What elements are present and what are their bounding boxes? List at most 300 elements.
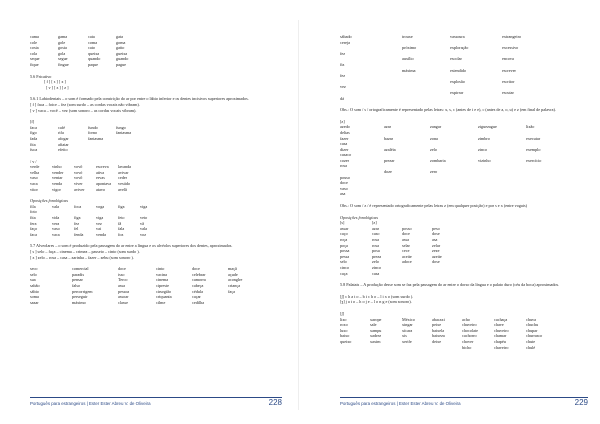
table-row (340, 169, 588, 180)
table-cell: veto (140, 215, 148, 221)
page-footer (30, 397, 282, 410)
table-cell: afiatar (58, 141, 69, 147)
table-cell: próximo (402, 45, 417, 51)
table-cell: celebrar (192, 271, 206, 277)
table-cell: forno (88, 130, 98, 136)
table-cell: seque (30, 56, 40, 62)
table-cell: paque (88, 61, 98, 67)
table-cell: chuva (526, 316, 536, 322)
table-cell: fez (340, 73, 346, 79)
table-cell: asa (340, 191, 346, 197)
table-cell: zombaria (430, 157, 446, 163)
left-top-word-table (30, 34, 282, 68)
oppositions-label: Oposições fonológicas (340, 214, 379, 220)
table-cell: chupar (526, 327, 538, 333)
table-cell: chute (526, 338, 536, 344)
table-cell (116, 147, 144, 153)
table-cell: verde (30, 164, 40, 170)
table-row (340, 271, 588, 277)
table-cell: chaveiro (494, 344, 509, 350)
table-cell: gola (58, 50, 66, 56)
table-row (340, 124, 588, 135)
table-cell: zinco (478, 146, 488, 152)
table-cell: faça (228, 288, 235, 294)
table-cell: posso (402, 225, 412, 231)
phoneme-line: [ f ] [ s ] [ x ] (44, 79, 66, 85)
table-cell: assoar (118, 294, 129, 300)
table-cell: sabão (30, 282, 40, 288)
table-cell: casa (372, 270, 380, 276)
table-cell: doce (118, 266, 126, 272)
table-cell: vovô (74, 175, 83, 181)
table-cell: caço (340, 231, 348, 237)
column-label: [s] (340, 220, 345, 226)
table-cell: maçã (228, 266, 237, 272)
table-cell: gatto (116, 45, 125, 51)
table-cell: cinto (156, 266, 165, 272)
table-cell: zangar (430, 124, 442, 130)
table-cell: assar (340, 225, 349, 231)
table-cell: preza (372, 253, 382, 259)
table-cell: fita (30, 141, 36, 147)
table-row (340, 68, 588, 79)
table-row (30, 187, 282, 193)
v-word-block (30, 159, 282, 193)
table-cell: viver (74, 181, 83, 187)
table-cell: caso (372, 231, 380, 237)
table-cell: zeze (432, 248, 440, 254)
table-cell: cata (88, 34, 95, 39)
table-cell: gole (58, 39, 66, 45)
table-row (30, 62, 282, 68)
table-cell: ziguezague (478, 124, 497, 130)
table-cell: faca (30, 124, 37, 130)
table-row (340, 90, 588, 101)
table-cell: figa (74, 215, 81, 221)
table-cell: adoce (402, 259, 412, 265)
table-cell: cipreste (156, 282, 170, 288)
table-row (340, 34, 588, 45)
table-cell: dizer (340, 146, 349, 152)
table-cell: escolar (450, 56, 462, 62)
table-row (30, 232, 282, 238)
table-cell: máxima (402, 67, 416, 73)
table-cell: assa (402, 237, 409, 242)
table-cell: azaléia (384, 146, 396, 152)
table-cell: asa (432, 237, 438, 242)
table-cell: faço (30, 226, 38, 232)
table-cell: fantasma (88, 135, 104, 141)
table-cell: perseguir (72, 294, 88, 300)
table-cell: escreva (96, 164, 109, 170)
table-row (340, 45, 588, 56)
table-cell: máximo (72, 299, 86, 305)
footer-text: Português para estrangeiros | Ester Ester Abreu V. de Oliveira (30, 401, 151, 406)
table-cell: isso (118, 271, 125, 277)
table-row (340, 147, 588, 158)
table-cell: fazer (340, 135, 349, 141)
table-cell: fungo (116, 124, 126, 130)
table-cell: chave (494, 322, 504, 328)
table-cell: selo (30, 271, 37, 277)
table-cell: fenda (74, 231, 84, 237)
table-cell: sale (370, 322, 377, 328)
table-cell: vã (140, 220, 144, 226)
table-cell: peso (432, 225, 440, 231)
table-cell: xarope (370, 316, 382, 322)
table-cell: ceder (118, 175, 128, 181)
table-cell: cachorro (462, 333, 477, 339)
table-cell (402, 271, 432, 277)
table-cell: exploração (450, 45, 469, 51)
table-cell: cole (30, 39, 37, 45)
table-cell: poça (340, 242, 348, 248)
paragraph: 5.8 Palatais – A produção desse som se faz pela passagem do ar entre o dorso da língua e o palato duro (céu da boca) aproximados. (340, 282, 560, 288)
table-cell: xerife (402, 338, 412, 344)
table-cell: chamar (494, 333, 507, 339)
table-cell: vassoura (450, 34, 465, 39)
table-cell: guando (116, 56, 129, 62)
table-cell: goma (116, 39, 126, 45)
table-cell: xampu (370, 327, 382, 333)
table-cell: peixe (432, 322, 442, 328)
table-cell: gata (116, 34, 123, 39)
table-cell: afogar (58, 135, 69, 141)
section-5-7 (30, 243, 282, 260)
table-cell: deltas (340, 129, 350, 135)
table-cell: caçar (192, 294, 201, 300)
table-cell (88, 147, 116, 153)
table-cell: queixa (88, 50, 100, 56)
table-cell: aviver (74, 186, 85, 192)
oppositions-table (340, 226, 588, 276)
example-line: [ʃ] c h a t o – b i c h o – l i x o (som surdo ). (340, 293, 414, 299)
example-line: [ʒ] j a t o – h o j e – l o n g e (som sonoro). (340, 299, 412, 305)
table-row (340, 56, 588, 67)
table-cell: baixo (340, 333, 350, 339)
table-cell: chuchu (526, 322, 539, 328)
table-cell (526, 169, 556, 175)
paragraph: Obs.: O som / z / é representado ortograficamente pelas letras z (em qualquer posição) e por s e x (entre vogais) (340, 203, 527, 209)
table-cell: extrangeiro (502, 34, 522, 39)
table-cell: baixeza (432, 333, 445, 339)
phoneme-label: / v / (30, 158, 37, 164)
z-word-block (340, 119, 588, 197)
table-cell: soma (30, 294, 39, 300)
table-cell: selar (402, 242, 410, 248)
table-cell: vender (52, 169, 64, 175)
table-cell: escritor (502, 78, 515, 84)
column-label: [z] (372, 220, 377, 226)
table-cell: cereja (340, 39, 350, 45)
v-word-table (30, 164, 282, 192)
table-row (30, 147, 282, 153)
obs-s (340, 107, 588, 113)
table-cell: zelar (432, 242, 441, 248)
table-cell: vovó (74, 169, 83, 175)
section-5-6 (30, 74, 282, 91)
table-cell: fera (30, 220, 37, 226)
table-cell: fingue (58, 61, 69, 67)
phoneme-line: [ v ] [ z ] [ z ] (46, 84, 69, 90)
table-cell: paradis (72, 271, 85, 277)
table-cell: rosa (372, 237, 379, 242)
table-cell: fada (30, 135, 38, 141)
table-cell (432, 345, 462, 351)
table-cell: ventar (52, 175, 63, 181)
sh-word-table (340, 317, 588, 351)
table-cell: zelo (430, 146, 437, 152)
table-cell: efeito (58, 147, 68, 153)
table-cell: viga (140, 203, 148, 209)
table-cell: caça (340, 270, 348, 276)
table-cell (402, 345, 432, 351)
example-line: [ v ] vaca – você – vez (som sonoro – as cordas vocais vibram). (30, 107, 137, 113)
table-cell: vacina (156, 271, 167, 277)
table-cell: acho (462, 316, 470, 322)
table-cell: pessoa (118, 288, 130, 294)
table-cell (478, 169, 526, 175)
table-cell: criquanta (156, 294, 172, 300)
table-cell: encova (502, 56, 514, 62)
table-cell: chulé (526, 344, 536, 350)
table-cell: possa (340, 248, 350, 254)
table-cell: cirurgião (156, 288, 172, 294)
table-cell: cola (30, 50, 37, 56)
table-cell: vaso (340, 185, 348, 191)
table-cell: aconglre (228, 277, 243, 283)
table-cell: faca (30, 231, 37, 237)
table-cell: cozer (340, 157, 350, 163)
table-cell: velha (30, 169, 40, 175)
table-cell: atavo (96, 186, 106, 192)
table-cell: assa (118, 282, 125, 288)
section-5-8-examples (340, 294, 588, 305)
table-cell: açude (228, 271, 238, 277)
example-line: [ f ] faca – foice – fez (som surdo – as cordas vocais não vibram). (30, 101, 140, 107)
right-top-word-table (340, 34, 588, 101)
table-cell: xadrez (370, 333, 382, 339)
table-cell: voz (140, 231, 147, 237)
page-footer (340, 397, 588, 410)
sh-word-block (340, 311, 588, 350)
table-cell: vala (140, 226, 147, 232)
table-cell: classe (118, 299, 128, 305)
table-cell: chover (462, 338, 474, 344)
table-row (340, 158, 588, 169)
table-cell: queixo (340, 338, 352, 344)
table-cell: fundo (88, 124, 98, 130)
table-cell: lixo (340, 316, 347, 322)
table-cell: trouxe (402, 34, 413, 39)
table-cell: fiz (340, 61, 345, 67)
section-5-8 (340, 282, 588, 288)
table-cell: percorrigem (72, 288, 93, 294)
table-cell: criança (228, 282, 241, 288)
table-cell: México (402, 316, 415, 322)
table-cell: dá (340, 95, 344, 101)
table-cell: cilme (156, 299, 166, 305)
oppositions-table (30, 204, 282, 238)
table-cell: vovô (74, 164, 83, 170)
table-cell: fita (30, 215, 36, 221)
table-cell: casaco (340, 152, 352, 158)
table-cell: prezar (384, 157, 395, 163)
table-cell: fala (118, 226, 125, 232)
table-cell: sua (30, 277, 36, 283)
table-cell: avivar (118, 169, 129, 175)
table-cell: comercial (72, 266, 89, 272)
table-cell: doce (192, 266, 200, 272)
table-row (30, 300, 282, 306)
table-cell: roça (340, 237, 348, 242)
table-cell: avelã (118, 186, 127, 192)
table-cell: zinco (372, 264, 382, 270)
f-word-table (30, 125, 282, 153)
table-cell: bicho (462, 344, 472, 350)
table-row (30, 204, 282, 215)
right-page (300, 0, 600, 424)
table-cell: figo (30, 130, 37, 136)
table-cell: lavanda (118, 164, 132, 170)
table-cell: selo (340, 259, 347, 265)
table-cell: fel (74, 226, 79, 232)
table-cell: pague (116, 61, 126, 67)
table-cell: segue (58, 56, 68, 62)
table-cell: vestido (118, 181, 131, 187)
table-cell: sazar (30, 299, 39, 305)
table-cell: costa (30, 45, 39, 51)
table-row (340, 136, 588, 147)
table-cell: cama (30, 34, 39, 39)
table-cell: camorra (192, 277, 206, 283)
example-line: [ s ] selo – faça – cinema – crimea – passeio – cinto (som surdo ). (30, 249, 140, 254)
table-cell: vaso (30, 175, 38, 181)
table-cell: zona (430, 135, 438, 141)
table-cell: viga (96, 215, 104, 221)
table-cell: figa (118, 203, 125, 209)
left-bottom-word-table (30, 266, 282, 305)
table-cell: vera (52, 220, 60, 226)
table-cell: casa (340, 141, 348, 147)
table-cell (228, 300, 258, 306)
table-cell: falso (72, 282, 81, 288)
table-cell (402, 79, 450, 85)
table-cell: fila (30, 203, 36, 209)
table-cell: vida (52, 215, 60, 221)
table-cell: dose (432, 231, 440, 237)
table-cell: azar (384, 124, 391, 130)
table-cell: feto (118, 215, 125, 221)
table-cell: foto (30, 209, 37, 215)
table-cell (340, 345, 370, 351)
table-cell: escutar (502, 89, 514, 95)
table-cell (432, 271, 462, 277)
page-number: 229 (574, 398, 588, 407)
table-row (340, 191, 588, 197)
table-cell: pensar (72, 277, 83, 283)
table-cell: fantasma (116, 130, 132, 136)
table-cell: rifa (58, 130, 64, 136)
table-cell: exemplo (526, 146, 541, 152)
table-cell: cachaça (494, 316, 508, 322)
table-cell: xingar (402, 322, 413, 328)
table-cell: vez (96, 220, 102, 226)
table-cell: baixela (432, 327, 445, 333)
section-heading: 5.6 Fricativo (30, 73, 52, 79)
table-cell: churrasco (526, 333, 543, 339)
table-cell: vaso (52, 226, 60, 232)
paragraph: Obs.: O som / s / ortograficamente é representado pelas letras: x, s, c (antes de i e e), c (antes de a, o, u) e z (em final de palavra). (340, 107, 556, 113)
table-cell: cabeça (192, 282, 204, 288)
table-cell: fuca (30, 147, 38, 153)
table-cell: posa (372, 248, 380, 254)
phoneme-label: [z] (340, 118, 345, 124)
table-cell: explosão (450, 78, 465, 84)
table-cell: sábio (30, 288, 39, 294)
table-cell: vaca (30, 181, 38, 187)
table-cell: ativa (96, 169, 105, 175)
table-row (340, 345, 588, 351)
table-cell: foca (74, 203, 82, 209)
table-cell: voga (96, 203, 105, 209)
table-cell: rosa (372, 242, 379, 248)
table-cell: chocolate (462, 327, 479, 333)
table-cell: venda (52, 181, 62, 187)
table-cell: abacaxi (432, 316, 445, 322)
table-cell: vai (96, 226, 102, 232)
section-5-6-1 (30, 96, 282, 113)
table-cell: fez (340, 50, 346, 56)
table-cell: xis (402, 333, 407, 339)
left-oppositions-block (30, 198, 282, 237)
table-cell: bazar (384, 135, 394, 141)
table-cell: cinema (156, 277, 169, 283)
phoneme-label: [f] (30, 119, 35, 125)
table-cell: xícara (402, 327, 413, 333)
table-cell: auxílio (402, 56, 414, 62)
table-cell: pessa (340, 253, 350, 259)
table-cell: cece (402, 248, 410, 254)
table-cell: coma (88, 39, 98, 45)
table-cell: lixão (526, 124, 535, 130)
f-word-block (30, 119, 282, 153)
table-cell: cédula (192, 288, 203, 294)
table-cell: zimbro (478, 135, 490, 141)
table-cell: doze (384, 169, 392, 175)
table-cell: chapéu (494, 338, 506, 344)
table-cell: fã (118, 220, 122, 226)
table-cell: zelo (372, 259, 379, 265)
table-cell: cedilha (192, 299, 205, 305)
table-cell: vaca (52, 231, 60, 237)
table-cell: executar (526, 135, 541, 141)
table-cell (402, 90, 450, 96)
table-cell: apontava (96, 181, 112, 187)
table-cell: vez (340, 84, 346, 90)
footer-text: Português para estrangeiros | Ester Ester Abreu V. de Oliveira (340, 401, 461, 406)
table-cell: pouso (340, 174, 351, 180)
table-cell: cato (88, 45, 95, 51)
table-cell: sábado (340, 34, 352, 39)
table-cell: zero (430, 169, 438, 175)
table-cell: chuveiro (462, 322, 477, 328)
example-line: [ z ] zelo – rosa – casa – zarinha – fazer – zebu (som sonoro ). (30, 254, 134, 260)
table-cell: foz (118, 231, 124, 237)
table-cell: gosta (58, 45, 67, 51)
table-cell: vizinho (478, 157, 491, 163)
table-cell: deixe (432, 338, 442, 344)
